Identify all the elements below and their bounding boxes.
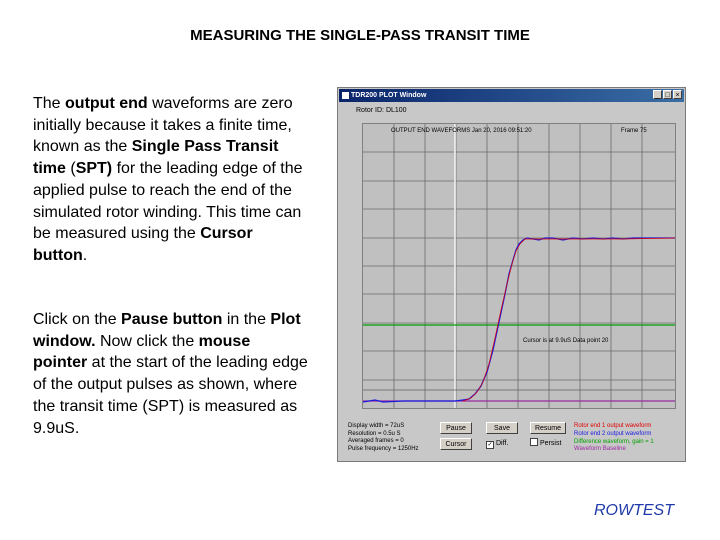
slide-title: MEASURING THE SINGLE-PASS TRANSIT TIME (190, 27, 530, 44)
save-button[interactable]: Save (486, 422, 518, 434)
close-icon[interactable]: × (673, 90, 682, 99)
acquisition-info (348, 423, 419, 453)
minimize-icon[interactable]: _ (653, 90, 662, 99)
averaged-frames: Averaged frames = 0 (348, 438, 404, 445)
diff-label: Diff. (496, 440, 509, 447)
diff-check-icon: ✓ (487, 442, 493, 448)
pulse-frequency: Pulse frequency = 1250Hz (348, 445, 419, 452)
legend-rotor-end-2: Rotor end 2 output waveform (574, 430, 652, 437)
plot-legend (574, 423, 654, 454)
legend-difference: Difference waveform, gain = 1 (574, 438, 654, 445)
cursor-button[interactable]: Cursor (440, 438, 472, 450)
window-titlebar (339, 89, 684, 102)
persist-box-icon (530, 438, 538, 446)
plot-header: OUTPUT END WAVEFORMS Jan 20, 2016 09:51:20 (391, 128, 532, 134)
plot-window (337, 87, 686, 462)
rotor-end-1-waveform (463, 238, 675, 401)
app-icon (342, 92, 349, 99)
pause-button[interactable]: Pause (440, 422, 472, 434)
window-title: TDR200 PLOT Window (351, 92, 427, 99)
rotor-end-2-waveform (363, 238, 675, 402)
diff-checkbox[interactable] (486, 438, 508, 450)
resolution: Resolution = 0.5u S (348, 430, 401, 437)
footer-brand: ROWTEST (594, 502, 674, 519)
rotor-id: Rotor ID: DL100 (356, 107, 407, 114)
frame-counter: Frame 75 (621, 128, 647, 134)
display-width: Display width = 72uS (348, 423, 405, 429)
paragraph-output-end: The output end waveforms are zero initially because it takes a finite time, known as the Single Pass Transit time (SPT) for the leading edge of the applied pulse to reach the end of the simulated rotor winding. This time can be measured using the Cursor button. (33, 95, 303, 264)
cursor-readout: Cursor is at 9.9uS Data point 20 (523, 338, 609, 344)
waveform-plot[interactable] (362, 123, 676, 409)
legend-rotor-end-1: Rotor end 1 output waveform (574, 423, 652, 429)
paragraph-pause-instructions: Click on the Pause button in the Plot window. Now click the mouse pointer at the start of the leading edge of the output pulses as shown, where the transit time (SPT) is measured as 9.9uS. (33, 311, 308, 437)
legend-baseline: Waveform Baseline (574, 446, 626, 453)
maximize-icon[interactable]: □ (663, 90, 672, 99)
persist-label: Persist (540, 440, 562, 447)
persist-checkbox[interactable] (530, 438, 561, 450)
resume-button[interactable]: Resume (530, 422, 566, 434)
